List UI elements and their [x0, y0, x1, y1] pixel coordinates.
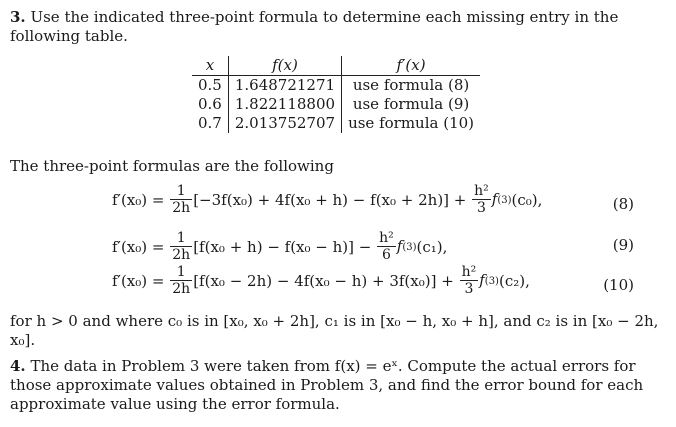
conditions-text: for h > 0 and where c₀ is in [x₀, x₀ + 2h], c₁ is in [x₀ − h, x₀ + h], and c₂ is in [x₀ − 2h, x₀]. — [10, 312, 659, 349]
table-cell: use formula (9) — [352, 95, 470, 113]
equation-body: [f(x₀ + h) − f(x₀ − h)] − — [193, 237, 372, 256]
equation-lhs: f′(x₀) = — [112, 237, 165, 256]
table-cell: use formula (10) — [348, 114, 475, 132]
equation-tail: f(3)(c₀), — [491, 190, 543, 209]
fraction: $\frac{\text{h²}}{3}$ — [474, 183, 489, 216]
equation-number: (9) — [612, 236, 634, 254]
equation-number: (10) — [603, 276, 634, 294]
equation-10 — [112, 264, 530, 304]
equation-body: [f(x₀ − 2h) − 4f(x₀ − h) + 3f(x₀)] + — [193, 271, 454, 290]
fraction: $\frac{\text{h²}}{3}$ — [461, 264, 477, 297]
problem-4-text: The data in Problem 3 were taken from f(x) = eˣ. Compute the actual errors for those approximate values obtained in Problem 3, and find the error bound for each approximate value using the error formula. — [10, 357, 644, 413]
fraction: $\frac{1}{2h}$ — [172, 230, 191, 263]
problem-3-text: Use the indicated three-point formula to determine each missing entry in the following table. — [10, 8, 619, 45]
table-row — [192, 95, 480, 114]
table-cell: 1.648721271 — [228, 76, 341, 96]
table-cell: use formula (8) — [352, 76, 470, 94]
equation-body: [−3f(x₀) + 4f(x₀ + h) − f(x₀ + 2h)] + — [193, 190, 467, 209]
problem-3-number: 3. — [10, 8, 26, 26]
table-cell: 0.6 — [192, 95, 228, 114]
fraction: $\frac{1}{2h}$ — [172, 264, 191, 297]
values-table — [192, 56, 480, 133]
table-cell: 0.5 — [192, 76, 228, 96]
table-header-x: x — [192, 56, 228, 76]
table-header-row — [192, 56, 480, 76]
equation-number: (8) — [612, 195, 634, 213]
problem-4-number: 4. — [10, 357, 26, 375]
table-cell: 2.013752707 — [228, 114, 341, 133]
table-row — [192, 114, 480, 133]
equation-lhs: f′(x₀) = — [112, 190, 165, 209]
table-row — [192, 76, 480, 96]
table-header-fx: f(x) — [228, 56, 341, 76]
intro-text: The three-point formulas are the following — [10, 157, 334, 175]
fraction: $\frac{\text{h²}}{6}$ — [379, 230, 394, 263]
equation-8 — [112, 183, 542, 223]
problem-4 — [10, 357, 660, 414]
fraction: $\frac{1}{2h}$ — [172, 183, 191, 216]
equation-tail: f(3)(c₂), — [479, 271, 530, 290]
problem-3 — [10, 8, 660, 46]
table-cell: 1.822118800 — [228, 95, 341, 114]
equation-lhs: f′(x₀) = — [112, 271, 165, 290]
equation-tail: f(3)(c₁), — [396, 237, 448, 256]
table-cell: 0.7 — [192, 114, 228, 133]
table-header-fprime: f′(x) — [342, 56, 480, 76]
